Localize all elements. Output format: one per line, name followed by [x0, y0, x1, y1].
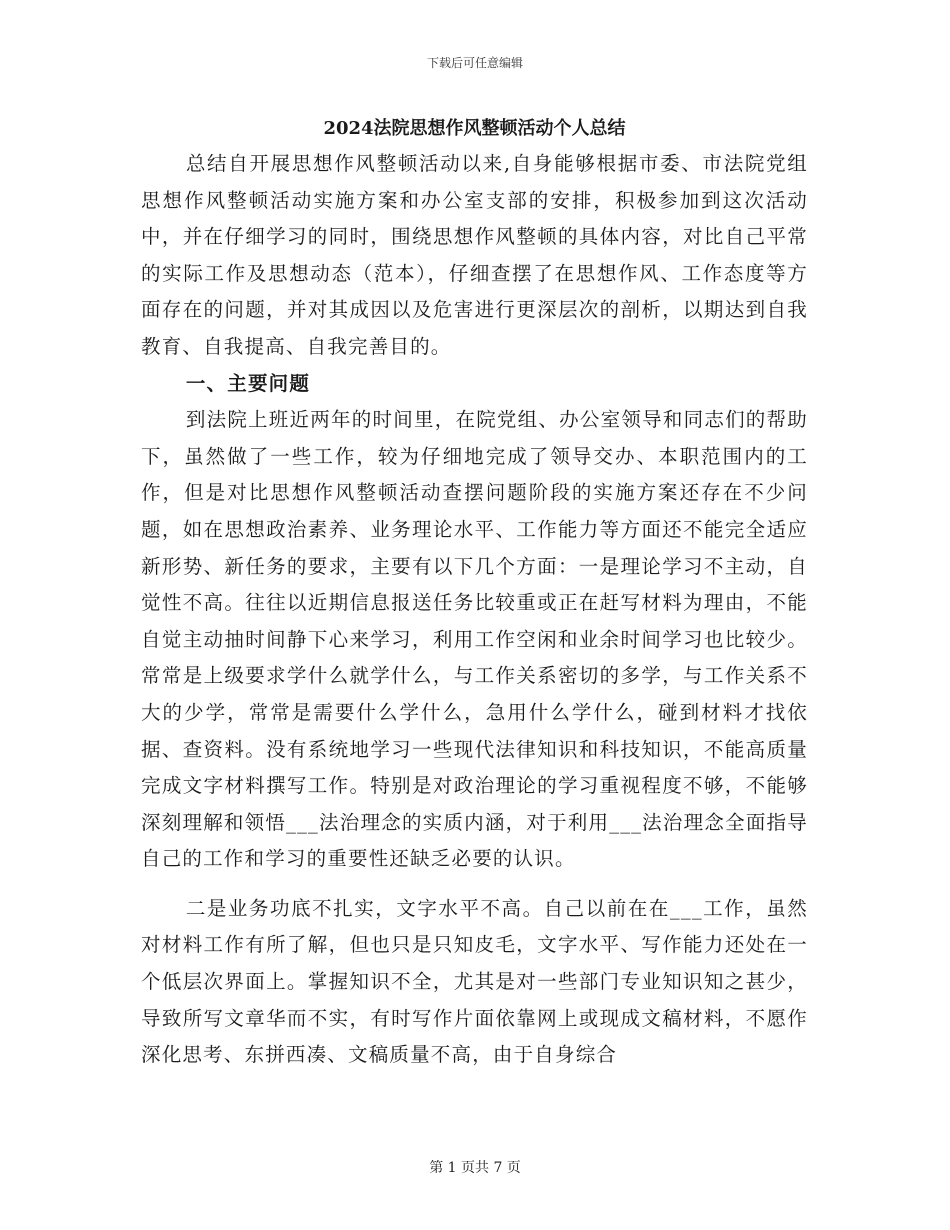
- document-title: 2024法院思想作风整顿活动个人总结: [323, 118, 626, 139]
- intro-paragraph: 总结自开展思想作风整顿活动以来,自身能够根据市委、市法院党组思想作风整顿活动实施方案和办公室支部的安排，积极参加到这次活动中，并在仔细学习的同时，围绕思想作风整顿的具体内容，对比自己平常的实际工作及思想动态（范本），仔细查摆了在思想作风、工作态度等方面存在的问题，并对其成因以及危害进行更深层次的剖析，以期达到自我教育、自我提高、自我完善目的。: [141, 152, 808, 358]
- body-paragraph-2: 二是业务功底不扎实，文字水平不高。自己以前在在___工作，虽然对材料工作有所了解，但也只是只知皮毛，文字水平、写作能力还处在一个低层次界面上。掌握知识不全，尤其是对一些部门专业知识知之甚少，导致所写文章华而不实，有时写作片面依靠网上或现成文稿材料，不愿作深化思考、东拼西凑、文稿质量不高，由于自身综合: [141, 896, 808, 1067]
- page-footer: 第 1 页共 7 页: [429, 1160, 521, 1176]
- body-paragraph-1: 到法院上班近两年的时间里，在院党组、办公室领导和同志们的帮助下，虽然做了一些工作，较为仔细地完成了领导交办、本职范围内的工作，但是对比思想作风整顿活动查摆问题阶段的实施方案还存在不少问题，如在思想政治素养、业务理论水平、工作能力等方面还不能完全适应新形势、新任务的要求，主要有以下几个方面：一是理论学习不主动，自觉性不高。往往以近期信息报送任务比较重或正在赶写材料为理由，不能自觉主动抽时间静下心来学习，利用工作空闲和业余时间学习也比较少。常常是上级要求学什么就学什么，与工作关系密切的多学，与工作关系不大的少学，常常是需要什么学什么，急用什么学什么，碰到材料才找依据、查资料。没有系统地学习一些现代法律知识和科技知识，不能高质量完成文字材料撰写工作。特别是对政治理论的学习重视程度不够，不能够深刻理解和领悟___法治理念的实质内涵，对于利用___法治理念全面指导自己的工作和学习的重要性还缺乏必要的认识。: [141, 408, 808, 871]
- document-body: [141, 112, 808, 1074]
- page-header: 下载后可任意编辑: [426, 56, 523, 70]
- section-heading: 一、主要问题: [185, 371, 311, 395]
